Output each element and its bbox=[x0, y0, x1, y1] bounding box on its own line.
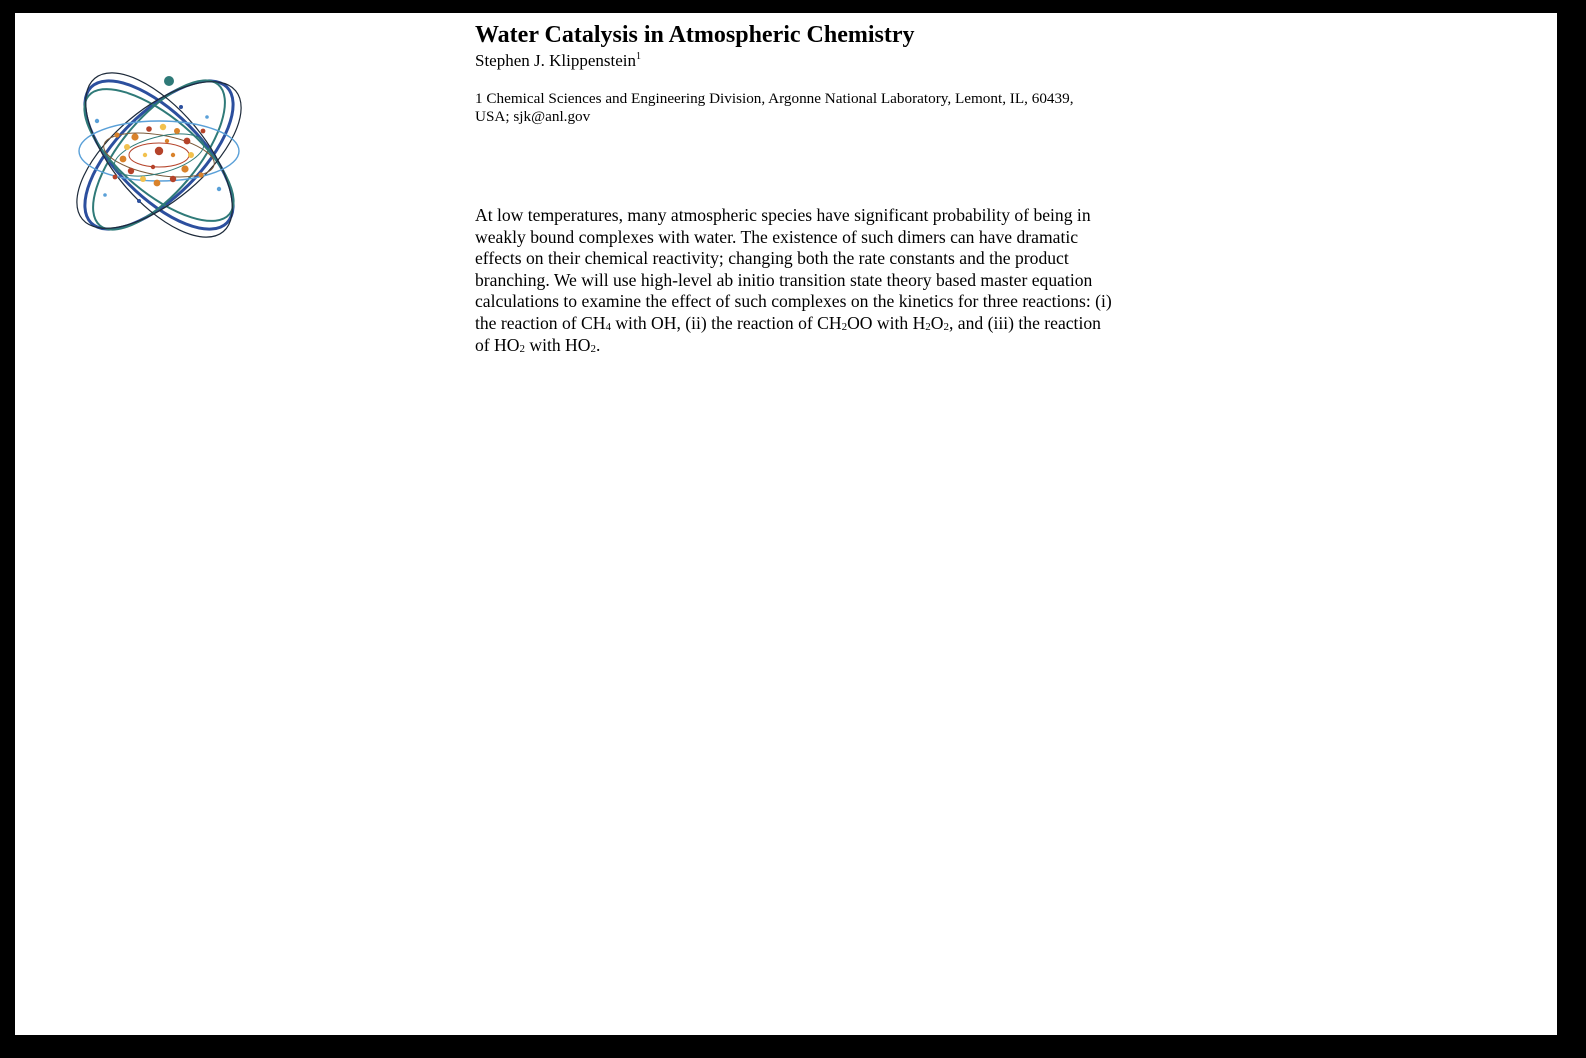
subscript: 2 bbox=[841, 320, 848, 333]
subscript: 2 bbox=[925, 320, 931, 333]
document-title: Water Catalysis in Atmospheric Chemistry bbox=[475, 22, 915, 48]
abstract-text: . bbox=[595, 334, 601, 355]
abstract-paragraph bbox=[475, 205, 1115, 356]
abstract-text: O bbox=[930, 312, 944, 333]
author-name: Stephen J. Klippenstein bbox=[475, 51, 637, 70]
abstract-text: OO with H bbox=[847, 312, 926, 333]
subscript: 2 bbox=[590, 342, 596, 355]
abstract-text: with OH, (ii) the reaction of CH bbox=[610, 312, 842, 333]
document-page bbox=[15, 13, 1557, 1035]
author-affiliation: 1 Chemical Sciences and Engineering Division, Argonne National Laboratory, Lemont, IL, 60439, USA; sjk@anl.gov bbox=[475, 90, 1074, 125]
abstract-text: with HO bbox=[524, 334, 591, 355]
author-line bbox=[475, 51, 1115, 71]
atom-logo-icon bbox=[57, 51, 261, 259]
abstract-text: At low temperatures, many atmospheric species have significant probability of being in weakly bound complexes with water. The existence of such dimers can have dramatic effects on their chemical reactivity; changing both the rate constants and the product branching. We will use high-level ab initio transition state theory based master equation calculations to examine the effect of such complexes on the kinetics for three reactions: (i) the reaction of CH bbox=[475, 205, 1112, 333]
abstract-text: , and (iii) the reaction of HO bbox=[475, 312, 1101, 355]
document-content bbox=[475, 21, 1115, 374]
subscript: 4 bbox=[605, 320, 611, 333]
subscript: 2 bbox=[519, 342, 525, 355]
affiliation-marker: 1 bbox=[636, 51, 642, 62]
subscript: 2 bbox=[943, 320, 949, 333]
